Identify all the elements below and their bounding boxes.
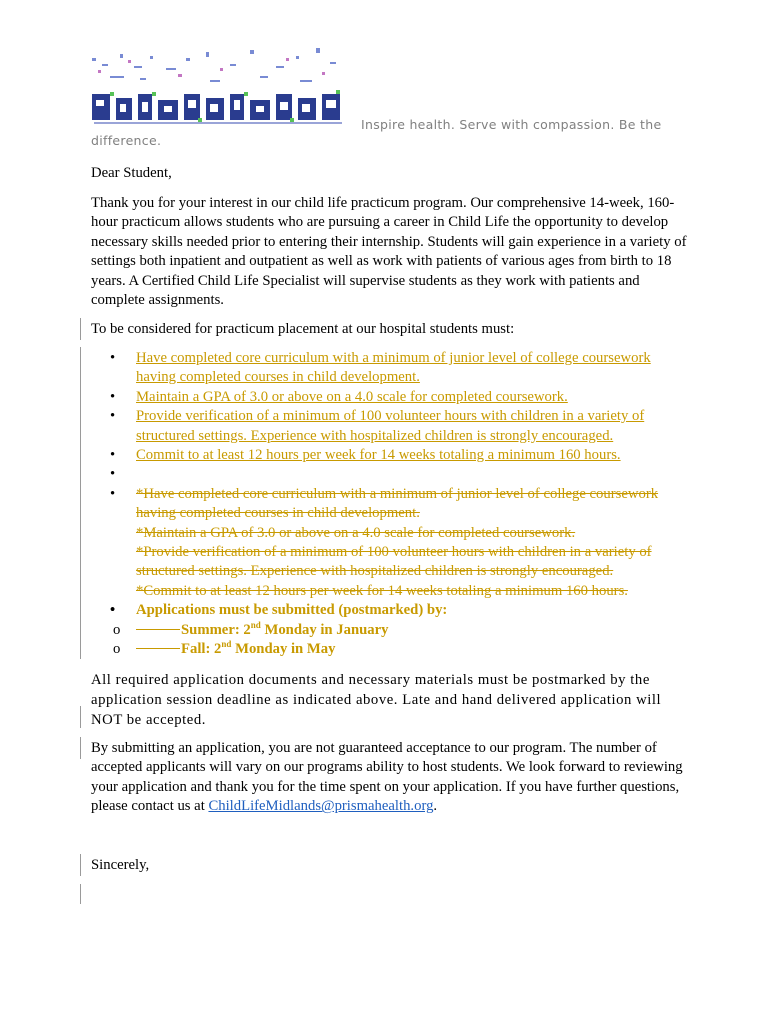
change-bar — [80, 706, 81, 728]
requirement-item: • Maintain a GPA of 3.0 or above on a 4.0 scale for completed coursework. — [110, 388, 568, 405]
change-bar — [80, 347, 81, 659]
tagline-line-2: difference. — [91, 133, 162, 148]
requirements-list — [91, 349, 691, 660]
deadline-fall: o Fall: 2nd Monday in May — [113, 639, 336, 658]
empty-item: • — [110, 466, 116, 483]
email-link[interactable]: ChildLifeMidlands@prismahealth.org — [208, 798, 434, 815]
deadline-list — [91, 621, 691, 660]
deadline-heading: Applications must be submitted (postmarked) by: — [136, 602, 448, 619]
deadline-summer: o Summer: 2nd Monday in January — [113, 619, 389, 638]
change-bar — [80, 737, 81, 759]
requirement-item: • Have completed core curriculum with a minimum of junior level of college coursework having completed courses in child development. — [110, 350, 651, 386]
deadline-item: • Applications must be submitted (postmarked) by: o Summer: 2nd Monday in January o Fall: 2nd Monday in May — [91, 601, 691, 659]
deadline-note-paragraph: All required application documents and necessary materials must be postmarked by the application session deadline as indicated above. Late and hand delivered application will NOT be accepted. — [91, 672, 662, 728]
change-bar — [80, 884, 81, 904]
salutation: Dear Student, — [91, 165, 172, 181]
requirements-intro: To be considered for practicum placement at our hospital students must: — [91, 321, 515, 337]
requirement-item: • Provide verification of a minimum of 100 volunteer hours with children in a variety of structured settings. Experience with hospitalized children is strongly encouraged. — [110, 408, 645, 444]
tagline-line-1: Inspire health. Serve with compassion. Be the — [361, 117, 662, 132]
tagline — [91, 117, 691, 149]
signoff: Sincerely, — [91, 857, 150, 873]
change-bar — [80, 854, 81, 876]
requirement-item: • Commit to at least 12 hours per week for 14 weeks totaling a minimum 160 hours. — [110, 447, 621, 464]
change-bar — [80, 318, 81, 340]
intro-paragraph: Thank you for your interest in our child life practicum program. Our comprehensive 14-week, 160-hour practicum allows students who are pursuing a career in Child Life the opportunity to develop necessary skills needed prior to entering their internship. Students will gain experience in a variety of settings both inpatient and outpatient as well as work with patients of various ages from birth to 18 years. A Certified Child Life Specialist will supervise students as they work with patients and complete assignments. — [91, 195, 687, 309]
deleted-requirements-item: • *Have completed core curriculum with a minimum of junior level of college coursework having completed courses in child development. *Maintain a GPA of 3.0 or above on a 4.0 scale for completed coursework. *Provide verification of a minimum of 100 volunteer hours with children in a variety of structured settings. Experience with hospitalized children is strongly encouraged. *Commit to at least 12 hours per week for 14 weeks totaling a minimum 160 hours. — [110, 485, 659, 599]
closing-paragraph: By submitting an application, you are not guaranteed acceptance to our program. The number of accepted applicants will vary on our programs ability to host students. We look forward to reviewing your application and thank you for the time spent on your application. If you have further questions, please contact us at ChildLifeMidlands@prismahealth.org. — [91, 740, 683, 815]
